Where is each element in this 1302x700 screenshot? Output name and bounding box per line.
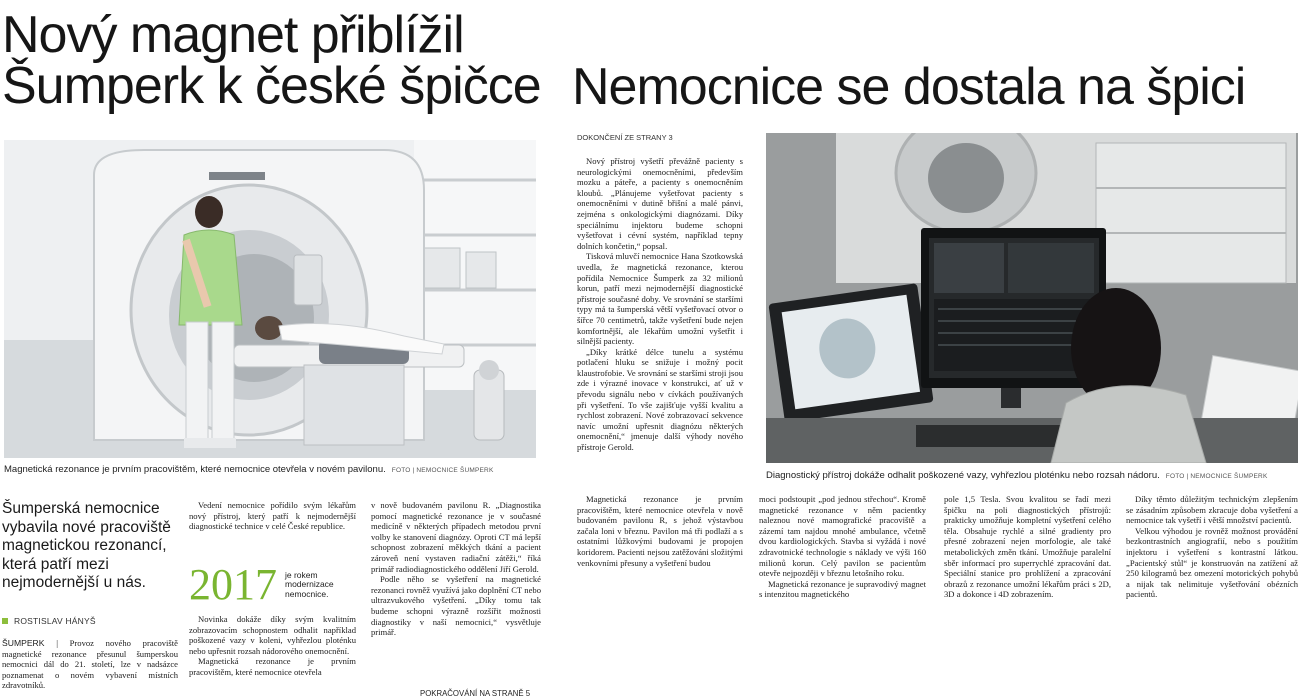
left-headline: Nový magnet přiblížil Šumperk k české špičce [2, 6, 541, 115]
diagnostic-workstation-photo [766, 133, 1298, 463]
right-column-e [577, 494, 743, 568]
dateline: ŠUMPERK [2, 638, 45, 648]
right-column-f [759, 494, 926, 600]
right-headline: Nemocnice se dostala na špici [572, 58, 1246, 116]
right-column-d [577, 156, 743, 453]
right-photo-credit: FOTO | NEMOCNICE ŠUMPERK [1165, 473, 1268, 480]
col-d-p1: Nový přístroj vyšetří převážně pacienty s neurologickými onemocněními, především mozku a páteře, a pacienty s onemocněním kloubů. „Plánujeme vyšetřovat pacienty s onemocněními v dutině břišní a malé pánvi, zejména s onkologickými diagnózami. Díky speciálnímu injektoru budeme schopni vyšetřovat i cévní systém, například tepny dolních končetin,“ popsal. [577, 156, 743, 251]
mri-scene-illustration [4, 140, 536, 458]
author-square-icon [2, 618, 8, 624]
right-column-h [1126, 494, 1298, 600]
col-b2-p2: Magnetická rezonance je prvním pracovištěm, které nemocnice otevřela [189, 656, 356, 677]
left-column-a: ŠUMPERK | Provoz nového pracoviště magnetické rezonance přesunul šumperskou nemocnici dál do 21. století, lze v nadsázce poznamenat o novém vybavení místních zdravotníků. [2, 638, 178, 691]
scanner-logo [209, 172, 265, 180]
left-lead-paragraph: Šumperská nemocnice vybavila nové pracoviště magnetickou rezonancí, která patří mezi nejmodernější u nás. [2, 500, 171, 591]
col-f-p1: moci podstoupit „pod jednou střechou“. Kromě magnetické rezonance v něm pacientky naleznou nové mamografické pracoviště a zázemí tam najdou mnohé ambulance, včetně dvou kardiologických. Stavba si vyžádá i nové zdravotnické technologie s náklady ve výši 160 milionů korun. Celý pavilon se pacientům otevře nejpozději v březnu letošního roku. [759, 494, 926, 579]
right-column-g [944, 494, 1111, 600]
col-g-p1: pole 1,5 Tesla. Svou kvalitou se řadí mezi špičku na poli diagnostických přístrojů: prakticky umožňuje kompletní vyšetření celého těla. Obsahuje rychlé a silné gradienty pro přesné zobrazení nejen morfologie, ale také metabolických změn tkání. Umožňuje paralelní sběr informací pro superrychlé zpracování dat. Speciální stanice pro prohlížení a zpracování obrazů z rezonance umožní lékařům práci s 2D, 3D a dokonce i 4D zobrazením. [944, 494, 1111, 600]
left-photo-credit: FOTO | NEMOCNICE ŠUMPERK [391, 467, 494, 474]
left-caption-text: Magnetická rezonance je prvním pracovištěm, které nemocnice otevřela v novém pavilonu. [4, 464, 386, 475]
col-f-p2: Magnetická rezonance je supravodivý magnet s intenzitou magnetického [759, 578, 926, 600]
continuation-kicker: DOKONČENÍ ZE STRANY 3 [577, 133, 673, 142]
left-photo-caption [4, 464, 494, 475]
fact-number: 2017 [189, 560, 277, 609]
left-column-b2 [189, 614, 356, 678]
col-c-p1: v nově budovaném pavilonu R. „Diagnostika pomocí magnetické rezonance je v současné medicíně v některých případech metodou první volby ke stanovení diagnózy. Oproti CT má lepší schopnost zobrazení měkkých tkání a pacient zároveň není vystaven radiační zátěži,“ říká primář radiodiagnostického oddělení Jiří Gerold. [371, 500, 541, 574]
author-byline [2, 616, 96, 626]
continued-note: POKRAČOVÁNÍ NA STRANĚ 5 [420, 689, 531, 698]
author-name: ROSTISLAV HÁNYŠ [14, 616, 96, 626]
col-h-p1: Díky těmto důležitým technickým zlepšením se zásadním způsobem zkracuje doba vyšetření a nemocnice tak vyšetří i větší množství pacientů. [1126, 494, 1298, 526]
col-b-text: Vedení nemocnice pořídilo svým lékařům nový přístroj, který patří k nejmodernější diagnostické technice v celé České republice. [189, 500, 356, 532]
col-d-p2: Tisková mluvčí nemocnice Hana Szotkowská uvedla, že magnetická rezonance, kterou pořídila Nemocnice Šumperk za 32 milionů korun, patří mezi nejmodernější diagnostické přístroje současné doby. Ve srovnání se staršími typy má ta šumperská větší vyšetřovací otvor o šířce 70 centimetrů, takže vyšetření bude nejen komfortnější, ale lékařům umožní vyšetřit i silnější pacienty. [577, 251, 743, 347]
col-b2-p1: Novinka dokáže díky svým kvalitním zobrazovacím schopnostem odhalit například poškozené vazy v koleni, vyhřezlou ploténku nebo upřesnit rozsah nádorového onemocnění. [189, 614, 356, 656]
col-h-p2: Velkou výhodou je rovněž možnost provádění bezkontrastních angiografií, nebo s použitím injektoru i vyšetření s kontrastní látkou. „Pacientský stůl“ je konstruován na zatížení až 250 kilogramů bez omezení motorických pohybů a nijak tak nelimituje vyšetřování obézních pacientů. [1126, 525, 1298, 600]
workstation-scene-illustration [766, 133, 1298, 463]
right-photo-caption [766, 470, 1268, 481]
col-d-p3: „Díky krátké délce tunelu a systému potlačení hluku se snižuje i možný pocit klaustrofobie. Ve srovnání se staršími stroji jsou zde i výrazné inovace v konstrukci, ať už v převodu signálu nebo v cívkách používaných při vyšetření. To vše zajišťuje vyšší kvalitu a rychlost zobrazení. Nové zobrazovací sekvence navíc umožní upřesnit diagnózu některých onemocnění,“ jmenuje další výhody nového přístroje Gerold. [577, 346, 743, 453]
mri-scanner-photo [4, 140, 536, 458]
col-a-text: Provoz nového pracoviště magnetické rezonance přesunul šumperskou nemocnici dál do 21. století, lze v nadsázce poznamenat o novém vybavení místních zdravotníků. [2, 638, 178, 691]
right-caption-text: Diagnostický přístroj dokáže odhalit poškozené vazy, vyhřezlou ploténku nebo rozsah nádoru. [766, 470, 1160, 481]
fact-text: je rokem modernizace nemocnice. [285, 569, 334, 599]
col-e-p1: Magnetická rezonance je prvním pracovištěm, které nemocnice otevřela v nově budovaném pavilonu R, s jehož výstavbou začala loni v březnu. Pavilon má tři podlaží a s ostatními lůžkovými budovami je propojen koridorem. Pacienti nejsou zatěžováni složitými venkovními přesuny a vyšetření budou [577, 494, 743, 568]
left-column-b [189, 500, 356, 532]
col-c-p2: Podle něho se vyšetření na magnetické rezonanci rovněž využívá jako doplnění CT nebo ultrazvukového vyšetření. „Díky tomu tak budeme schopni výrazně rozšířit možnosti diagnostiky v naší nemocnici,“ vysvětluje primář. [371, 574, 541, 638]
left-column-c [371, 500, 541, 638]
fact-box [189, 562, 356, 608]
